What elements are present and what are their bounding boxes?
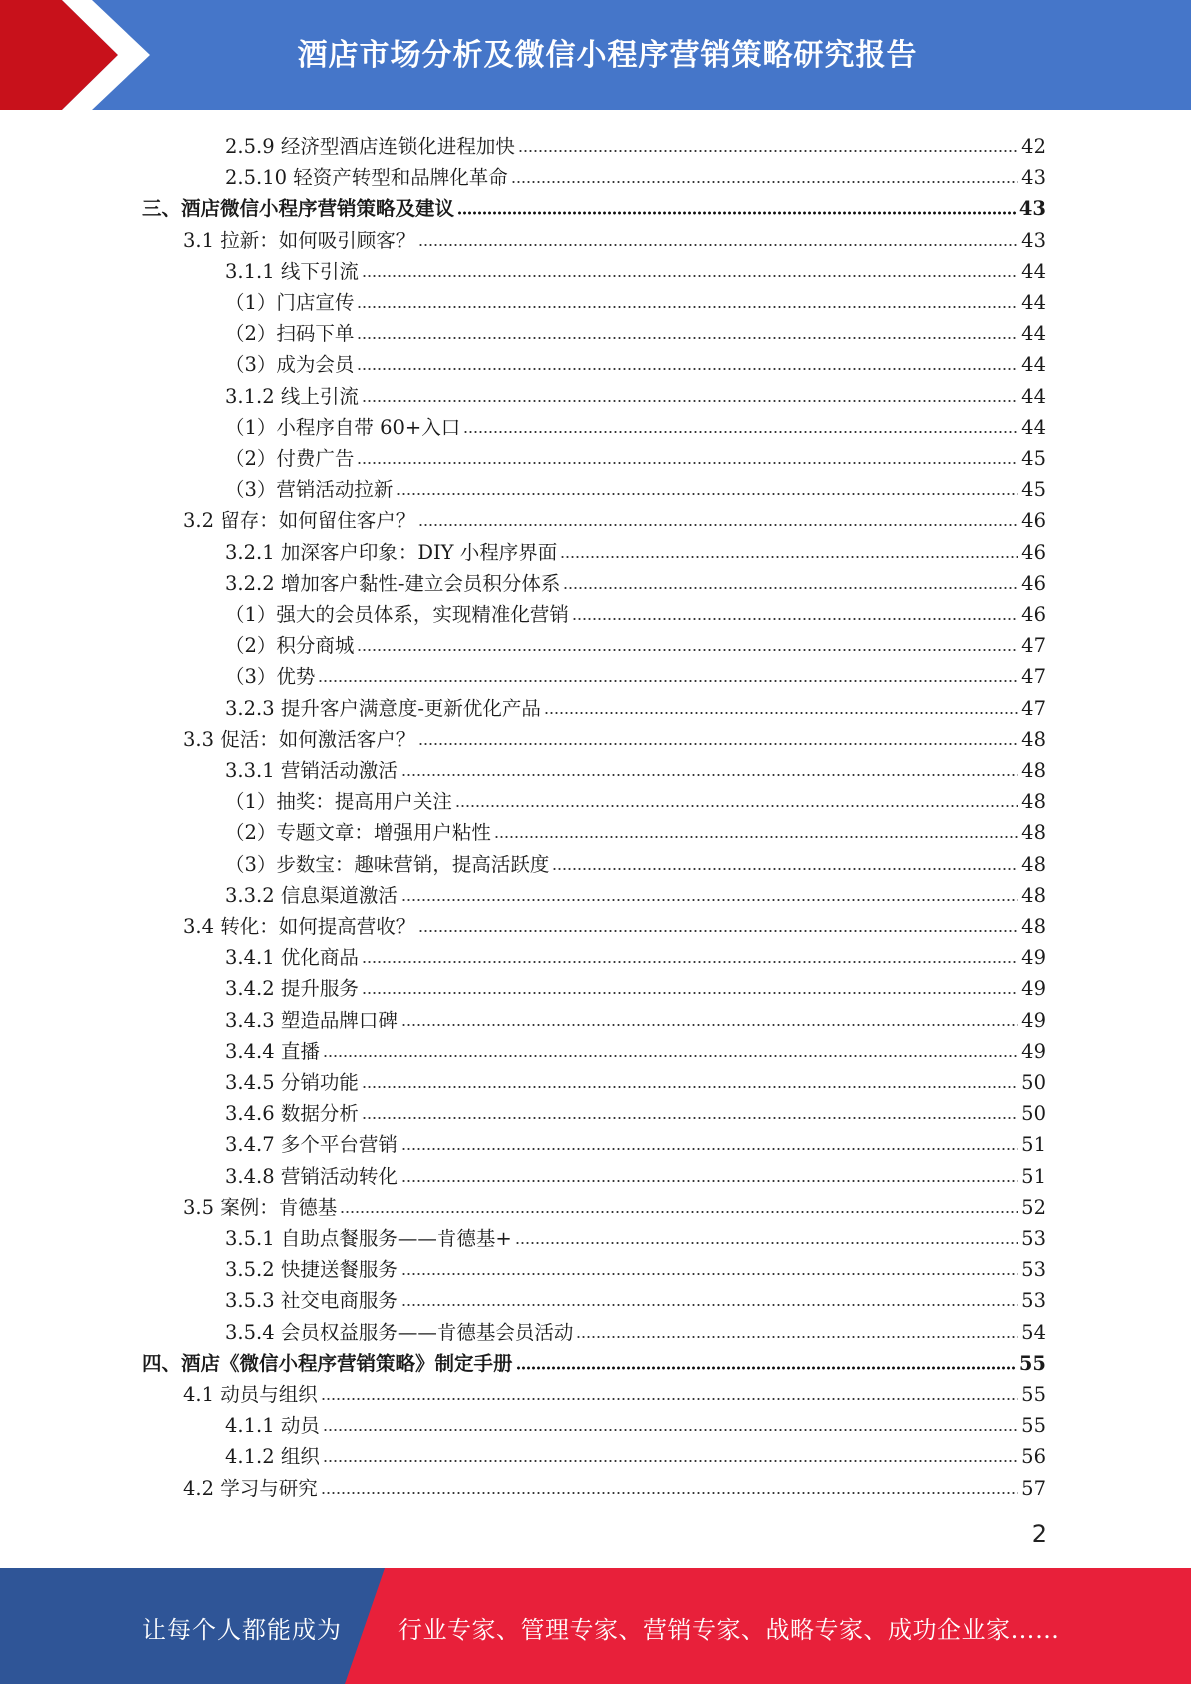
toc-entry-title: 留存：如何留住客户？ xyxy=(220,509,416,533)
toc-entry-title: 信息渠道激活 xyxy=(280,883,398,907)
toc-entry[interactable] xyxy=(225,470,1046,501)
toc-entry-title: 四、酒店《微信小程序营销策略》制定手册 xyxy=(142,1351,513,1375)
toc-entry[interactable] xyxy=(225,1313,1046,1344)
toc-entry-number: 3.2.2 xyxy=(225,571,275,595)
footer-slogan-left: 让每个人都能成为 xyxy=(142,1616,342,1644)
toc-entry-number: 2.5.10 xyxy=(225,166,288,190)
toc-entry-title: 拉新：如何吸引顾客？ xyxy=(220,228,416,252)
toc-entry-number: 3.5.1 xyxy=(225,1227,275,1250)
toc-entry-number: 3.4.6 xyxy=(225,1102,275,1126)
toc-entry-page: 50 xyxy=(1021,1071,1046,1094)
toc-entry-page: 55 xyxy=(1021,1414,1046,1438)
toc-entry-title: 优化商品 xyxy=(280,946,359,970)
toc-entry-number: 3.1.2 xyxy=(225,384,275,408)
toc-entry-title: 分销功能 xyxy=(280,1071,359,1094)
toc-entry-number: 4.2 xyxy=(183,1476,215,1500)
toc-entry-page: 45 xyxy=(1021,478,1046,502)
toc-entry-title: （2）付费广告 xyxy=(225,447,355,470)
toc-dot-leader xyxy=(362,991,1018,995)
toc-entry-page: 53 xyxy=(1021,1258,1046,1282)
toc-dot-leader xyxy=(511,180,1018,184)
toc-entry-page: 53 xyxy=(1021,1227,1046,1250)
toc-entry-page: 46 xyxy=(1021,603,1046,626)
toc-entry-number: 3.3.1 xyxy=(225,759,275,782)
toc-entry-page: 55 xyxy=(1021,1383,1046,1406)
toc-dot-leader xyxy=(518,149,1018,153)
footer-banner xyxy=(0,1568,1191,1684)
toc-entry-page: 51 xyxy=(1021,1164,1046,1188)
toc-entry-number: 3.2.1 xyxy=(225,540,275,564)
toc-entry[interactable] xyxy=(225,377,1046,408)
toc-entry[interactable] xyxy=(225,1219,1046,1250)
toc-dot-leader xyxy=(357,336,1018,340)
toc-entry-title: 多个平台营销 xyxy=(280,1133,398,1157)
toc-entry[interactable] xyxy=(183,1469,1046,1500)
toc-entry-title: 转化：如何提高营收？ xyxy=(220,915,416,938)
toc-dot-leader xyxy=(323,1459,1018,1463)
toc-entry[interactable] xyxy=(183,1375,1046,1406)
toc-dot-leader xyxy=(357,305,1018,309)
toc-entry-title: 数据分析 xyxy=(280,1102,359,1126)
toc-dot-leader xyxy=(318,679,1018,683)
toc-entry-title: 塑造品牌口碑 xyxy=(280,1008,398,1032)
toc-dot-leader xyxy=(494,835,1018,839)
toc-entry[interactable] xyxy=(225,127,1046,158)
toc-entry-page: 47 xyxy=(1021,634,1046,658)
toc-entry-title: 提升客户满意度-更新优化产品 xyxy=(280,696,541,720)
toc-entry-title: 提升服务 xyxy=(280,977,359,1001)
toc-dot-leader xyxy=(418,929,1018,933)
toc-entry[interactable] xyxy=(225,1125,1046,1156)
toc-entry-title: 经济型酒店连锁化进程加快 xyxy=(280,135,515,158)
toc-dot-leader xyxy=(463,430,1018,434)
toc-dot-leader xyxy=(321,1491,1018,1495)
toc-entry-title: （2）积分商城 xyxy=(225,634,355,658)
toc-entry-page: 43 xyxy=(1021,228,1046,252)
toc-entry[interactable] xyxy=(225,564,1046,595)
toc-entry-title: 线上引流 xyxy=(280,384,359,408)
toc-entry[interactable] xyxy=(225,1032,1046,1063)
toc-entry-title: （1）强大的会员体系，实现精准化营销 xyxy=(225,603,569,626)
toc-entry-page: 48 xyxy=(1021,727,1046,751)
toc-entry-number: 3.4.4 xyxy=(225,1039,275,1063)
toc-dot-leader xyxy=(544,711,1018,715)
toc-entry[interactable] xyxy=(183,907,1046,938)
toc-entry-title: （3）步数宝：趣味营销，提高活跃度 xyxy=(225,852,550,876)
toc-dot-leader xyxy=(401,1179,1018,1183)
toc-entry-title: 营销活动激活 xyxy=(280,759,398,782)
toc-entry-title: 加深客户印象：DIY 小程序界面 xyxy=(280,540,558,564)
toc-entry-page: 55 xyxy=(1018,1351,1046,1375)
toc-entry[interactable] xyxy=(225,439,1046,470)
toc-dot-leader xyxy=(572,617,1018,621)
toc-dot-leader xyxy=(323,1054,1018,1058)
toc-entry[interactable] xyxy=(183,221,1046,252)
toc-entry-title: 学习与研究 xyxy=(220,1476,318,1500)
toc-entry-title: （1）门店宣传 xyxy=(225,291,355,314)
toc-entry[interactable] xyxy=(225,876,1046,907)
toc-entry-page: 48 xyxy=(1021,759,1046,782)
toc-entry-page: 48 xyxy=(1021,790,1046,814)
toc-entry-page: 56 xyxy=(1021,1445,1046,1469)
toc-entry-number: 3.4.8 xyxy=(225,1164,275,1188)
toc-entry-page: 51 xyxy=(1021,1133,1046,1157)
toc-entry-page: 48 xyxy=(1021,883,1046,907)
toc-dot-leader xyxy=(563,586,1018,590)
toc-entry[interactable] xyxy=(225,158,1046,189)
toc-entry-title: 线下引流 xyxy=(280,259,359,283)
toc-entry-page: 43 xyxy=(1021,166,1046,190)
toc-entry-page: 49 xyxy=(1021,1008,1046,1032)
toc-dot-leader xyxy=(418,742,1018,746)
toc-entry-title: 自助点餐服务——肯德基+ xyxy=(280,1227,512,1250)
toc-entry[interactable] xyxy=(225,782,1046,813)
toc-entry-page: 53 xyxy=(1021,1289,1046,1313)
toc-entry-number: 4.1.2 xyxy=(225,1445,275,1469)
toc-entry-number: 3.1 xyxy=(183,228,215,252)
toc-entry-title: 组织 xyxy=(280,1445,320,1469)
toc-entry-number: 3.4.2 xyxy=(225,977,275,1001)
toc-entry[interactable] xyxy=(225,595,1046,626)
toc-entry-number: 3.2.3 xyxy=(225,696,275,720)
toc-dot-leader xyxy=(560,555,1018,559)
toc-entry-number: 2.5.9 xyxy=(225,135,275,158)
toc-dot-leader xyxy=(401,898,1018,902)
toc-entry-page: 45 xyxy=(1021,447,1046,470)
toc-dot-leader xyxy=(357,461,1018,465)
toc-entry-number: 3.5.4 xyxy=(225,1320,275,1344)
toc-entry-number: 3.3 xyxy=(183,727,215,751)
toc-entry[interactable] xyxy=(225,314,1046,345)
toc-entry-page: 43 xyxy=(1018,197,1046,221)
toc-dot-leader xyxy=(516,1366,1016,1370)
toc-dot-leader xyxy=(418,243,1018,247)
toc-entry-page: 54 xyxy=(1021,1320,1046,1344)
toc-dot-leader xyxy=(401,1023,1018,1027)
toc-dot-leader xyxy=(401,1303,1018,1307)
toc-entry-title: （3）营销活动拉新 xyxy=(225,478,394,502)
toc-entry-number: 3.5 xyxy=(183,1195,215,1219)
toc-entry-title: 轻资产转型和品牌化革命 xyxy=(293,166,508,190)
toc-entry[interactable] xyxy=(225,969,1046,1000)
toc-entry-page: 44 xyxy=(1021,259,1046,283)
toc-entry-page: 49 xyxy=(1021,977,1046,1001)
toc-entry[interactable] xyxy=(225,1406,1046,1437)
toc-entry-page: 47 xyxy=(1021,665,1046,689)
toc-entry-title: （3）优势 xyxy=(225,665,316,689)
toc-dot-leader xyxy=(396,492,1018,496)
toc-entry[interactable] xyxy=(225,1001,1046,1032)
toc-entry-page: 52 xyxy=(1021,1195,1046,1219)
toc-entry-number: 3.4.7 xyxy=(225,1133,275,1157)
toc-entry-number: 3.1.1 xyxy=(225,259,275,283)
toc-dot-leader xyxy=(457,211,1016,215)
toc-entry-title: 动员 xyxy=(280,1414,320,1438)
toc-dot-leader xyxy=(362,1085,1018,1089)
toc-dot-leader xyxy=(362,1116,1018,1120)
footer-slogan-right: 行业专家、管理专家、营销专家、战略专家、成功企业家…… xyxy=(398,1616,1060,1644)
toc-entry-title: 增加客户黏性-建立会员积分体系 xyxy=(280,571,561,595)
toc-entry[interactable] xyxy=(225,408,1046,439)
toc-entry[interactable] xyxy=(225,1250,1046,1281)
toc-entry[interactable] xyxy=(225,813,1046,844)
toc-dot-leader xyxy=(323,1428,1018,1432)
toc-entry[interactable] xyxy=(225,1063,1046,1094)
toc-entry-number: 3.2 xyxy=(183,509,215,533)
toc-dot-leader xyxy=(401,773,1018,777)
toc-entry-page: 46 xyxy=(1021,509,1046,533)
toc-entry[interactable] xyxy=(225,345,1046,376)
toc-entry-title: （3）成为会员 xyxy=(225,353,355,377)
toc-entry[interactable] xyxy=(183,1188,1046,1219)
toc-entry[interactable] xyxy=(183,501,1046,532)
toc-entry-title: 直播 xyxy=(280,1039,320,1063)
toc-entry-title: （1）小程序自带 60+入口 xyxy=(225,415,461,439)
toc-entry[interactable] xyxy=(142,1344,1046,1375)
toc-entry-number: 3.4.5 xyxy=(225,1071,275,1094)
toc-entry[interactable] xyxy=(225,1094,1046,1125)
toc-entry[interactable] xyxy=(183,720,1046,751)
toc-entry[interactable] xyxy=(225,1437,1046,1468)
toc-entry-title: 社交电商服务 xyxy=(280,1289,398,1313)
toc-entry[interactable] xyxy=(225,1157,1046,1188)
toc-entry-title: 三、酒店微信小程序营销策略及建议 xyxy=(142,197,455,221)
toc-entry-page: 44 xyxy=(1021,384,1046,408)
toc-dot-leader xyxy=(362,399,1018,403)
toc-entry-page: 44 xyxy=(1021,415,1046,439)
toc-entry[interactable] xyxy=(225,252,1046,283)
toc-entry-title: （2）专题文章：增强用户粘性 xyxy=(225,821,491,845)
toc-entry-page: 46 xyxy=(1021,540,1046,564)
toc-entry-page: 50 xyxy=(1021,1102,1046,1126)
toc-entry-title: （2）扫码下单 xyxy=(225,322,355,346)
toc-entry-page: 49 xyxy=(1021,946,1046,970)
toc-entry-page: 44 xyxy=(1021,353,1046,377)
toc-entry-number: 3.5.3 xyxy=(225,1289,275,1313)
toc-entry-page: 57 xyxy=(1021,1476,1046,1500)
toc-entry-number: 4.1 xyxy=(183,1383,215,1406)
toc-entry-number: 3.4.3 xyxy=(225,1008,275,1032)
toc-dot-leader xyxy=(362,274,1018,278)
toc-entry[interactable] xyxy=(225,751,1046,782)
toc-entry-title: 快捷送餐服务 xyxy=(280,1258,398,1282)
toc-entry-page: 44 xyxy=(1021,291,1046,314)
toc-entry[interactable] xyxy=(225,657,1046,688)
toc-entry-number: 3.3.2 xyxy=(225,883,275,907)
toc-entry-title: 动员与组织 xyxy=(220,1383,318,1406)
toc-entry-title: 案例：肯德基 xyxy=(220,1195,338,1219)
toc-entry-page: 49 xyxy=(1021,1039,1046,1063)
toc-dot-leader xyxy=(401,1272,1018,1276)
page-number: 2 xyxy=(1031,1520,1047,1548)
toc-entry[interactable] xyxy=(225,845,1046,876)
toc-entry-title: （1）抽奖：提高用户关注 xyxy=(225,790,452,814)
toc-entry-number: 4.1.1 xyxy=(225,1414,275,1438)
toc-dot-leader xyxy=(357,648,1018,652)
toc-entry-page: 42 xyxy=(1021,135,1046,158)
toc-entry-page: 47 xyxy=(1021,696,1046,720)
toc-entry[interactable] xyxy=(225,938,1046,969)
toc-entry-page: 48 xyxy=(1021,915,1046,938)
page-title: 酒店市场分析及微信小程序营销策略研究报告 xyxy=(297,38,918,73)
toc-entry[interactable] xyxy=(225,1281,1046,1312)
toc-dot-leader xyxy=(455,804,1018,808)
toc-entry[interactable] xyxy=(225,626,1046,657)
toc-entry[interactable] xyxy=(225,533,1046,564)
toc-dot-leader xyxy=(340,1210,1018,1214)
toc-entry-page: 48 xyxy=(1021,821,1046,845)
toc-entry-title: 促活：如何激活客户？ xyxy=(220,727,416,751)
toc-dot-leader xyxy=(357,367,1018,371)
toc-dot-leader xyxy=(321,1397,1018,1401)
toc-dot-leader xyxy=(515,1241,1019,1245)
toc-entry-page: 48 xyxy=(1021,852,1046,876)
toc-entry[interactable] xyxy=(142,189,1046,220)
toc-dot-leader xyxy=(362,960,1018,964)
toc-entry-number: 3.5.2 xyxy=(225,1258,275,1282)
toc-entry-title: 营销活动转化 xyxy=(280,1164,398,1188)
toc-entry[interactable] xyxy=(225,689,1046,720)
toc-entry-number: 3.4.1 xyxy=(225,946,275,970)
toc-entry-number: 3.4 xyxy=(183,915,215,938)
toc-entry-title: 会员权益服务——肯德基会员活动 xyxy=(280,1320,574,1344)
toc-entry-page: 46 xyxy=(1021,571,1046,595)
toc-dot-leader xyxy=(576,1335,1018,1339)
toc-entry-page: 44 xyxy=(1021,322,1046,346)
header-banner xyxy=(0,0,1191,110)
toc-entry[interactable] xyxy=(225,283,1046,314)
toc-dot-leader xyxy=(418,523,1018,527)
toc-dot-leader xyxy=(552,867,1018,871)
toc-dot-leader xyxy=(401,1147,1018,1151)
